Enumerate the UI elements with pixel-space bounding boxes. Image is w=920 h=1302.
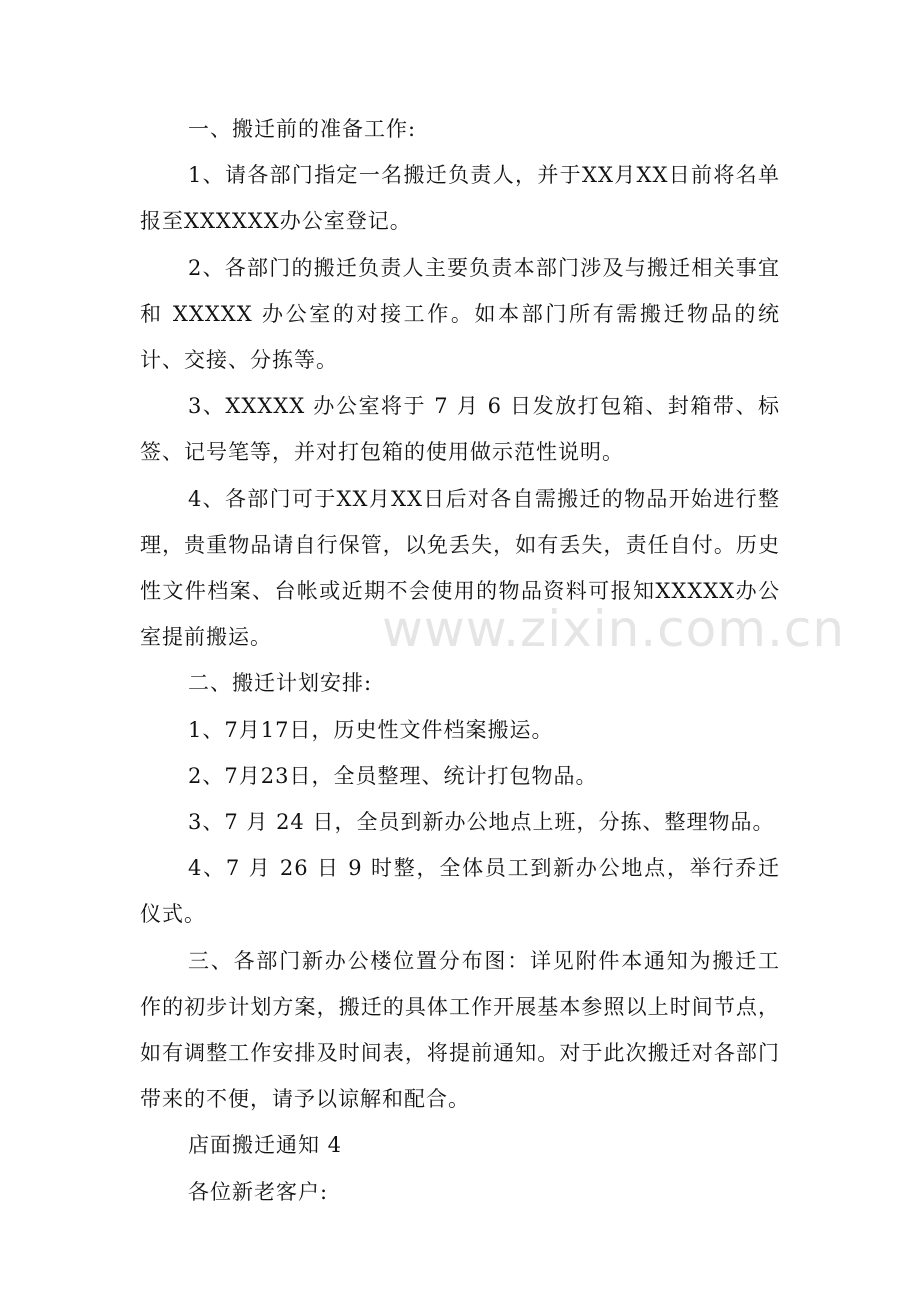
document-body (140, 106, 780, 1215)
section-heading-plan: 二、搬迁计划安排: (188, 671, 373, 696)
paragraph-item: 4、7 月 26 日 9 时整，全体员工到新办公地点，举行乔迁仪式。 (140, 856, 780, 927)
watermark: www.zixin.com.cn (382, 600, 846, 658)
notice-title: 店面搬迁通知 4 (188, 1133, 343, 1158)
paragraph-item: 2、各部门的搬迁负责人主要负责本部门涉及与搬迁相关事宜和 XXXXX 办公室的对接工作。如本部门所有需搬迁物品的统计、交接、分拣等。 (140, 255, 780, 373)
paragraph-item: 1、请各部门指定一名搬迁负责人，并于XX月XX日前将名单报至XXXXXX办公室登记。 (140, 163, 780, 234)
paragraph-item: 4、各部门可于XX月XX日后对各自需搬迁的物品开始进行整理，贵重物品请自行保管，以免丢失，如有丢失，责任自付。历史性文件档案、台帐或近期不会使用的物品资料可报知XXXXX办公室提前搬运。 (140, 486, 780, 650)
section-heading-preparation: 一、搬迁前的准备工作: (188, 117, 417, 141)
paragraph-item: 1、7月17日，历史性文件档案搬运。 (188, 717, 554, 742)
paragraph-item: 3、7 月 24 日，全员到新办公地点上班，分拣、整理物品。 (188, 810, 775, 835)
paragraph-item: 3、XXXXX 办公室将于 7 月 6 日发放打包箱、封箱带、标签、记号笔等，并对打包箱的使用做示范性说明。 (140, 394, 780, 465)
greeting: 各位新老客户: (188, 1179, 329, 1204)
paragraph-item: 2、7月23日，全员整理、统计打包物品。 (188, 763, 598, 788)
section-heading-layout: 三、各部门新办公楼位置分布图：详见附件本通知为搬迁工作的初步计划方案，搬迁的具体工作开展基本参照以上时间节点，如有调整工作安排及时间表，将提前通知。对于此次搬迁对各部门带来的不便，请予以谅解和配合。 (140, 948, 780, 1112)
